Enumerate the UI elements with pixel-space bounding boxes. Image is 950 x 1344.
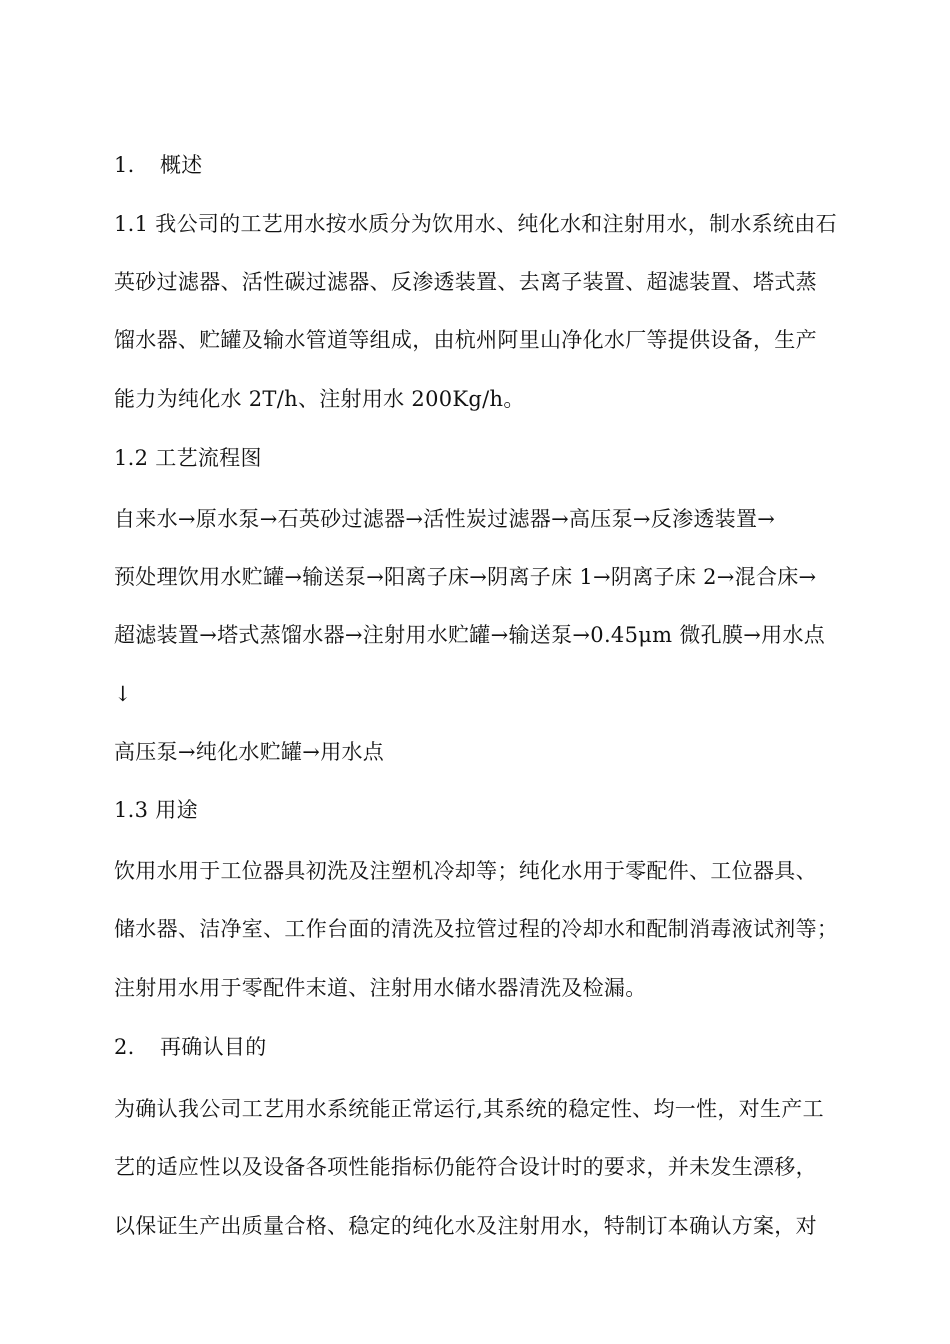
paragraph-line: 以保证生产出质量合格、稳定的纯化水及注射用水，特制订本确认方案，对 <box>114 1214 817 1238</box>
flow-line: 自来水→原水泵→石英砂过滤器→活性炭过滤器→高压泵→反渗透装置→ <box>114 507 776 531</box>
flow-line: 超滤装置→塔式蒸馏水器→注射用水贮罐→输送泵→0.45μm 微孔膜→用水点 <box>114 623 826 647</box>
paragraph-line: 英砂过滤器、活性碳过滤器、反渗透装置、去离子装置、超滤装置、塔式蒸 <box>114 270 817 294</box>
section-number: 1. <box>114 153 135 177</box>
paragraph-line: 艺的适应性以及设备各项性能指标仍能符合设计时的要求，并未发生漂移， <box>114 1155 817 1179</box>
section-2-heading <box>114 1033 267 1061</box>
section-title: 概述 <box>160 153 203 177</box>
flow-line: 高压泵→纯化水贮罐→用水点 <box>114 740 385 764</box>
paragraph-line: 1.1 我公司的工艺用水按水质分为饮用水、纯化水和注射用水，制水系统由石 <box>114 212 837 236</box>
flow-down-arrow: ↓ <box>114 682 132 706</box>
flow-line: 预处理饮用水贮罐→输送泵→阳离子床→阴离子床 1→阴离子床 2→混合床→ <box>114 565 817 589</box>
paragraph-line: 储水器、洁净室、工作台面的清洗及拉管过程的冷却水和配制消毒液试剂等； <box>114 917 839 941</box>
section-number: 2. <box>114 1035 135 1059</box>
paragraph-line: 注射用水用于零配件末道、注射用水储水器清洗及检漏。 <box>114 976 647 1000</box>
subsection-heading: 1.2 工艺流程图 <box>114 446 262 470</box>
subsection-heading: 1.3 用途 <box>114 798 198 822</box>
section-1-heading <box>114 151 203 179</box>
paragraph-line: 饮用水用于工位器具初洗及注塑机冷却等；纯化水用于零配件、工位器具、 <box>114 859 817 883</box>
paragraph-line: 馏水器、贮罐及输水管道等组成，由杭州阿里山净化水厂等提供设备，生产 <box>114 328 817 352</box>
section-title: 再确认目的 <box>160 1035 267 1059</box>
paragraph-line: 为确认我公司工艺用水系统能正常运行,其系统的稳定性、均一性，对生产工 <box>114 1097 824 1121</box>
paragraph-line: 能力为纯化水 2T/h、注射用水 200Kg/h。 <box>114 387 525 411</box>
